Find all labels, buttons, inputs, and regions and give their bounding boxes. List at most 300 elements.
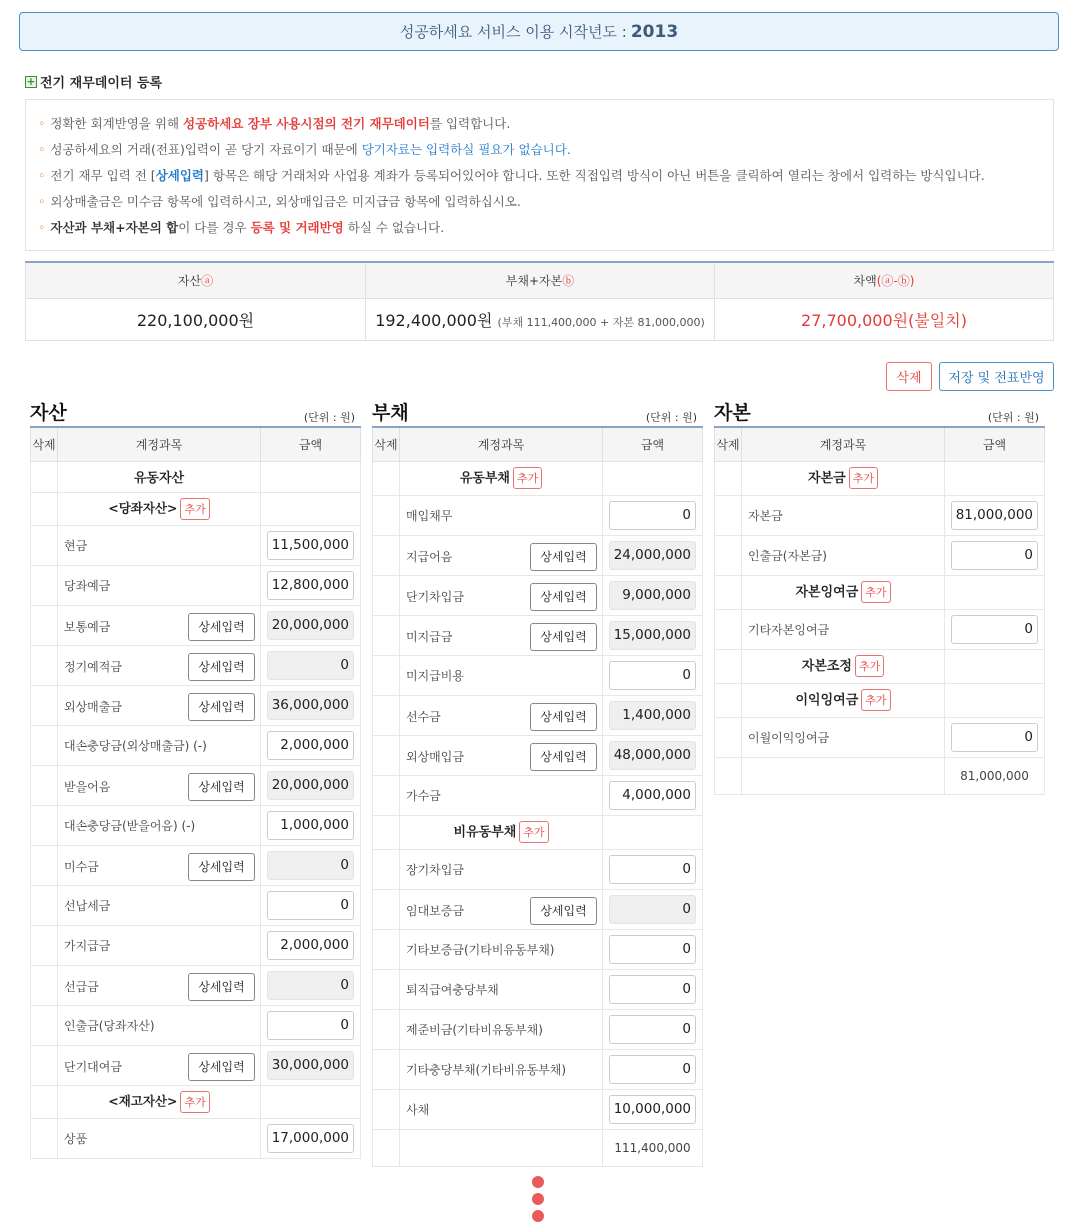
account-row xyxy=(31,645,361,685)
detail-input-button[interactable]: 상세입력 xyxy=(188,613,255,641)
amount-readonly: 24,000,000 xyxy=(609,541,696,570)
row-delete-cell xyxy=(31,805,58,845)
notice-text: ] 항목은 해당 거래처와 사업용 계좌가 등록되어있어야 합니다. 또한 직접입력 방식이 아닌 버튼을 클릭하여 열리는 창에서 입력하는 방식입니다. xyxy=(203,168,985,183)
amount-cell xyxy=(603,495,703,535)
assets-table xyxy=(30,426,361,1159)
account-row xyxy=(31,885,361,925)
account-row xyxy=(373,615,703,655)
amount-cell xyxy=(603,815,703,849)
liabilities-panel xyxy=(372,398,703,1167)
account-name: 기타보증금(기타비유동부채) xyxy=(406,942,555,957)
account-row xyxy=(31,685,361,725)
notice-box xyxy=(25,99,1054,251)
account-name: 보통예금 xyxy=(64,619,111,634)
amount-cell xyxy=(945,649,1045,683)
account-name-wrap xyxy=(64,770,260,801)
amount-readonly: 9,000,000 xyxy=(609,581,696,610)
account-name-cell xyxy=(58,725,261,765)
amount-input[interactable]: 0 xyxy=(951,723,1038,752)
delete-button[interactable]: 삭제 xyxy=(886,362,932,391)
amount-cell xyxy=(261,565,361,605)
amount-input[interactable]: 81,000,000 xyxy=(951,501,1038,530)
detail-input-button[interactable]: 상세입력 xyxy=(188,973,255,1001)
account-row xyxy=(31,461,361,492)
notice-line: ◦ 자산과 부채+자본의 합이 다를 경우 등록 및 거래반영 하실 수 없습니다. xyxy=(38,220,445,235)
notice-line: ◦ 외상매출금은 미수금 항목에 입력하시고, 외상매입금은 미지급금 항목에 입력하십시오. xyxy=(38,194,521,209)
row-delete-cell xyxy=(31,845,58,885)
account-group-label: 유동자산 xyxy=(133,471,185,486)
account-name-wrap xyxy=(406,580,602,611)
row-delete-cell xyxy=(715,495,742,535)
account-row xyxy=(373,695,703,735)
amount-readonly: 0 xyxy=(267,851,354,880)
add-button[interactable]: 추가 xyxy=(849,467,878,489)
account-row xyxy=(715,535,1045,575)
amount-readonly: 20,000,000 xyxy=(267,611,354,640)
section-title xyxy=(25,72,162,91)
amount-input[interactable]: 0 xyxy=(609,501,696,530)
account-row xyxy=(715,717,1045,757)
account-name-cell xyxy=(58,1085,261,1118)
amount-input[interactable]: 1,000,000 xyxy=(267,811,354,840)
account-row xyxy=(373,1089,703,1129)
account-group-label: 이익잉여금 xyxy=(795,692,859,708)
account-name-cell xyxy=(400,535,603,575)
account-name-cell xyxy=(742,757,945,794)
col-header-amount: 금액 xyxy=(261,427,361,461)
amount-cell xyxy=(261,1085,361,1118)
notice-text: 전기 재무 입력 전 [ xyxy=(50,168,156,183)
row-delete-cell xyxy=(373,1129,400,1166)
summary-liab-header: 부채+자본ⓑ xyxy=(366,262,715,298)
account-row xyxy=(373,849,703,889)
account-name-cell xyxy=(400,969,603,1009)
amount-input[interactable]: 11,500,000 xyxy=(267,531,354,560)
account-name: 사채 xyxy=(406,1102,430,1117)
total-amount: 111,400,000 xyxy=(603,1129,703,1166)
account-name-cell xyxy=(400,1129,603,1166)
amount-cell xyxy=(945,683,1045,717)
account-name: 기타충당부채(기타비유동부채) xyxy=(406,1062,567,1077)
account-group-label: 유동부채 xyxy=(459,470,510,486)
account-name: 외상매입금 xyxy=(406,749,464,764)
unit-label: (단위 : 원) xyxy=(303,411,355,424)
account-name-cell xyxy=(400,815,603,849)
account-name-cell xyxy=(400,889,603,929)
row-delete-cell xyxy=(31,645,58,685)
account-name-cell xyxy=(742,535,945,575)
notice-line: ◦ 전기 재무 입력 전 [상세입력] 항목은 해당 거래처와 사업용 계좌가 등록되어있어야 합니다. 또한 직접입력 방식이 아닌 버튼을 클릭하여 열리는 창에서 입력하는 방식입니다. xyxy=(38,168,985,183)
add-document-icon: + xyxy=(26,74,36,88)
account-name: 선급금 xyxy=(64,979,99,994)
account-name-cell xyxy=(58,965,261,1005)
account-name-cell xyxy=(742,717,945,757)
account-name-cell xyxy=(58,1045,261,1085)
row-delete-cell xyxy=(373,815,400,849)
account-row xyxy=(373,889,703,929)
account-name-wrap xyxy=(406,740,602,771)
row-delete-cell xyxy=(373,535,400,575)
row-delete-cell xyxy=(31,461,58,492)
amount-input[interactable]: 0 xyxy=(267,1011,354,1040)
account-row xyxy=(373,815,703,849)
account-row xyxy=(373,969,703,1009)
detail-input-button[interactable]: 상세입력 xyxy=(188,773,255,801)
account-name-cell xyxy=(400,495,603,535)
summary-asset-total: 220,100,000원 xyxy=(26,298,366,340)
add-button[interactable]: 추가 xyxy=(513,467,542,489)
amount-readonly: 36,000,000 xyxy=(267,691,354,720)
detail-input-button[interactable]: 상세입력 xyxy=(530,703,597,731)
account-name-wrap xyxy=(64,850,260,881)
account-row xyxy=(373,735,703,775)
account-name-cell xyxy=(400,575,603,615)
account-name: 가수금 xyxy=(406,788,441,803)
row-delete-cell xyxy=(373,969,400,1009)
account-group-label: 비유동부채 xyxy=(453,824,517,840)
add-button[interactable]: 추가 xyxy=(180,498,209,520)
amount-input[interactable]: 0 xyxy=(609,975,696,1004)
account-name-wrap xyxy=(64,690,260,721)
col-header-account: 계정과목 xyxy=(58,427,261,461)
account-name-cell xyxy=(58,461,261,492)
row-delete-cell xyxy=(373,575,400,615)
account-name-cell xyxy=(58,845,261,885)
detail-input-button[interactable]: 상세입력 xyxy=(530,583,597,611)
account-name: 단기차입금 xyxy=(406,589,464,604)
account-name: 선납세금 xyxy=(64,898,111,913)
account-name-cell xyxy=(742,461,945,495)
amount-input[interactable]: 0 xyxy=(609,1015,696,1044)
add-button[interactable]: 추가 xyxy=(861,689,890,711)
row-delete-cell xyxy=(31,1085,58,1118)
amount-cell xyxy=(945,495,1045,535)
amount-input[interactable]: 17,000,000 xyxy=(267,1124,354,1153)
account-group-label: 자본조정 xyxy=(801,658,852,674)
account-row xyxy=(31,725,361,765)
account-row xyxy=(373,1049,703,1089)
account-name: 매입채무 xyxy=(406,508,453,523)
amount-cell xyxy=(261,1005,361,1045)
amount-readonly: 20,000,000 xyxy=(267,771,354,800)
amount-cell xyxy=(603,929,703,969)
account-row xyxy=(373,575,703,615)
account-name: 임대보증금 xyxy=(406,903,464,918)
notice-text: 정확한 회계반영을 위해 xyxy=(50,116,184,131)
detail-input-button[interactable]: 상세입력 xyxy=(188,853,255,881)
row-delete-cell xyxy=(31,925,58,965)
row-delete-cell xyxy=(31,525,58,565)
row-delete-cell xyxy=(31,725,58,765)
row-delete-cell xyxy=(715,717,742,757)
account-row xyxy=(373,775,703,815)
account-row xyxy=(31,565,361,605)
account-group-label: 자본금 xyxy=(808,470,846,486)
account-row xyxy=(373,461,703,495)
account-name: 가지급금 xyxy=(64,938,111,953)
amount-input[interactable]: 0 xyxy=(609,935,696,964)
row-delete-cell xyxy=(373,929,400,969)
account-name-cell xyxy=(400,775,603,815)
amount-cell xyxy=(261,965,361,1005)
account-name: 대손충당금(외상매출금) (-) xyxy=(64,738,207,753)
account-name-cell xyxy=(400,695,603,735)
account-name-cell xyxy=(400,655,603,695)
row-delete-cell xyxy=(373,695,400,735)
account-name: 현금 xyxy=(64,538,88,553)
amount-cell xyxy=(261,805,361,845)
account-row xyxy=(715,609,1045,649)
col-header-account: 계정과목 xyxy=(742,427,945,461)
amount-input[interactable]: 10,000,000 xyxy=(609,1095,696,1124)
account-name-cell xyxy=(58,805,261,845)
amount-cell xyxy=(603,575,703,615)
equity-panel xyxy=(714,398,1045,795)
account-name: 정기예적금 xyxy=(64,659,122,674)
row-delete-cell xyxy=(715,535,742,575)
account-group-label: <재고자산> xyxy=(108,1093,178,1108)
amount-cell xyxy=(261,525,361,565)
detail-input-button[interactable]: 상세입력 xyxy=(530,623,597,651)
detail-input-button[interactable]: 상세입력 xyxy=(188,1053,255,1081)
row-delete-cell xyxy=(373,655,400,695)
amount-cell xyxy=(603,461,703,495)
account-name: 제준비금(기타비유동부채) xyxy=(406,1022,543,1037)
account-name-cell xyxy=(742,649,945,683)
account-row xyxy=(715,683,1045,717)
amount-input[interactable]: 0 xyxy=(609,855,696,884)
account-name: 퇴직급여충당부채 xyxy=(406,982,499,997)
account-row xyxy=(31,1085,361,1118)
notice-highlight: 자산과 부채+자본의 합 xyxy=(50,220,179,235)
account-name-cell xyxy=(400,929,603,969)
amount-readonly: 1,400,000 xyxy=(609,701,696,730)
loading-dots-icon xyxy=(532,1176,544,1227)
save-and-post-button[interactable]: 저장 및 전표반영 xyxy=(939,362,1054,391)
account-name: 지급어음 xyxy=(406,549,453,564)
summary-asset-header: 자산ⓐ xyxy=(26,262,366,298)
account-name-cell xyxy=(58,925,261,965)
account-name: 외상매출금 xyxy=(64,699,122,714)
section-title-text: 전기 재무데이터 등록 xyxy=(40,76,163,91)
col-header-amount: 금액 xyxy=(603,427,703,461)
account-name-cell xyxy=(58,565,261,605)
amount-input[interactable]: 4,000,000 xyxy=(609,781,696,810)
add-button[interactable]: 추가 xyxy=(855,655,884,677)
account-name: 상품 xyxy=(64,1131,88,1146)
account-name-wrap xyxy=(64,610,260,641)
account-row xyxy=(31,492,361,525)
detail-input-button[interactable]: 상세입력 xyxy=(188,693,255,721)
account-name: 자본금 xyxy=(748,508,783,523)
summary-table xyxy=(25,261,1054,341)
account-name-cell xyxy=(58,492,261,525)
detail-input-button[interactable]: 상세입력 xyxy=(188,653,255,681)
notice-text: 를 입력합니다. xyxy=(429,116,511,131)
amount-readonly: 0 xyxy=(267,971,354,1000)
liabilities-title: 부채 xyxy=(372,402,409,424)
account-name-cell xyxy=(400,735,603,775)
amount-cell xyxy=(945,717,1045,757)
amount-cell xyxy=(261,492,361,525)
account-row xyxy=(31,525,361,565)
account-name-wrap xyxy=(64,1050,260,1081)
amount-cell xyxy=(945,535,1045,575)
account-row xyxy=(715,757,1045,794)
amount-cell xyxy=(603,735,703,775)
col-header-amount: 금액 xyxy=(945,427,1045,461)
row-delete-cell xyxy=(373,495,400,535)
account-name: 장기차입금 xyxy=(406,862,464,877)
account-row xyxy=(373,1009,703,1049)
account-name-cell xyxy=(58,885,261,925)
banner-year: 2013 xyxy=(630,21,679,42)
assets-panel xyxy=(30,398,361,1171)
row-delete-cell xyxy=(31,685,58,725)
row-delete-cell xyxy=(715,649,742,683)
account-name: 미지급비용 xyxy=(406,668,464,683)
amount-readonly: 30,000,000 xyxy=(267,1051,354,1080)
detail-input-button[interactable]: 상세입력 xyxy=(530,743,597,771)
account-row xyxy=(373,535,703,575)
amount-cell xyxy=(261,765,361,805)
summary-diff-header: 차액(ⓐ-ⓑ) xyxy=(715,262,1054,298)
account-name-wrap xyxy=(406,540,602,571)
equity-title: 자본 xyxy=(714,402,751,424)
account-name-cell xyxy=(400,1009,603,1049)
account-name: 받을어음 xyxy=(64,779,111,794)
amount-cell xyxy=(603,1009,703,1049)
account-name-cell xyxy=(400,461,603,495)
add-button[interactable]: 추가 xyxy=(519,821,548,843)
account-row xyxy=(31,605,361,645)
account-name: 미지급금 xyxy=(406,629,453,644)
notice-text: 하실 수 없습니다. xyxy=(343,220,445,235)
account-row xyxy=(31,1005,361,1045)
account-group-label: <당좌자산> xyxy=(108,500,178,515)
account-name-cell xyxy=(742,575,945,609)
amount-cell xyxy=(261,885,361,925)
amount-readonly: 15,000,000 xyxy=(609,621,696,650)
account-name-cell xyxy=(400,1049,603,1089)
account-name: 대손충당금(받을어음) (-) xyxy=(64,818,196,833)
account-name-wrap xyxy=(406,620,602,651)
col-header-delete: 삭제 xyxy=(31,427,58,461)
notice-highlight: 상세입력 xyxy=(155,168,204,183)
notice-highlight: 성공하세요 장부 사용시점의 전기 재무데이터 xyxy=(183,116,430,131)
amount-cell xyxy=(603,655,703,695)
row-delete-cell xyxy=(31,1118,58,1158)
notice-text: 이 다를 경우 xyxy=(178,220,251,235)
account-row xyxy=(373,655,703,695)
account-row xyxy=(715,495,1045,535)
amount-cell xyxy=(261,925,361,965)
col-header-delete: 삭제 xyxy=(373,427,400,461)
row-delete-cell xyxy=(31,885,58,925)
add-button[interactable]: 추가 xyxy=(180,1091,209,1113)
amount-cell xyxy=(603,615,703,655)
account-row xyxy=(31,1118,361,1158)
amount-cell xyxy=(603,775,703,815)
amount-cell xyxy=(603,1049,703,1089)
account-group-label: 자본잉여금 xyxy=(795,584,859,600)
notice-line: ◦ 성공하세요의 거래(전표)입력이 곧 당기 자료이기 때문에 당기자료는 입력하실 필요가 없습니다. xyxy=(38,142,571,157)
account-name-cell xyxy=(400,615,603,655)
amount-input[interactable]: 0 xyxy=(609,661,696,690)
account-row xyxy=(373,929,703,969)
account-row xyxy=(31,765,361,805)
row-delete-cell xyxy=(715,461,742,495)
row-delete-cell xyxy=(373,461,400,495)
amount-cell xyxy=(603,969,703,1009)
account-name-cell xyxy=(400,1089,603,1129)
amount-input[interactable]: 0 xyxy=(951,615,1038,644)
account-name-wrap xyxy=(406,894,602,925)
amount-input[interactable]: 0 xyxy=(951,541,1038,570)
summary-diff: 27,700,000원(불일치) xyxy=(715,298,1054,340)
amount-input[interactable]: 2,000,000 xyxy=(267,731,354,760)
account-name-cell xyxy=(58,1118,261,1158)
row-delete-cell xyxy=(31,1005,58,1045)
row-delete-cell xyxy=(373,615,400,655)
account-name: 기타자본잉여금 xyxy=(748,622,830,637)
banner-label: 성공하세요 서비스 이용 시작년도 : xyxy=(399,23,627,41)
amount-cell xyxy=(945,575,1045,609)
unit-label: (단위 : 원) xyxy=(987,411,1039,424)
account-name: 단기대여금 xyxy=(64,1059,122,1074)
notice-text: 성공하세요의 거래(전표)입력이 곧 당기 자료이기 때문에 xyxy=(50,142,362,157)
account-row xyxy=(715,461,1045,495)
account-row xyxy=(373,1129,703,1166)
assets-title: 자산 xyxy=(30,402,67,424)
row-delete-cell xyxy=(373,775,400,815)
notice-highlight: 등록 및 거래반영 xyxy=(250,220,344,235)
account-row xyxy=(31,805,361,845)
account-name-cell xyxy=(742,495,945,535)
add-button[interactable]: 추가 xyxy=(861,581,890,603)
amount-input[interactable]: 0 xyxy=(609,1055,696,1084)
account-name-cell xyxy=(742,609,945,649)
amount-input[interactable]: 12,800,000 xyxy=(267,571,354,600)
detail-input-button[interactable]: 상세입력 xyxy=(530,897,597,925)
account-name-wrap xyxy=(64,650,260,681)
detail-input-button[interactable]: 상세입력 xyxy=(530,543,597,571)
amount-cell xyxy=(603,695,703,735)
account-name-cell xyxy=(58,525,261,565)
account-name: 이월이익잉여금 xyxy=(748,730,830,745)
amount-cell xyxy=(603,889,703,929)
row-delete-cell xyxy=(715,757,742,794)
account-name-wrap xyxy=(406,700,602,731)
account-name: 당좌예금 xyxy=(64,578,111,593)
service-start-banner xyxy=(19,12,1059,51)
row-delete-cell xyxy=(31,965,58,1005)
account-name-cell xyxy=(58,605,261,645)
amount-cell xyxy=(603,1089,703,1129)
account-row xyxy=(31,845,361,885)
notice-highlight: 당기자료는 입력하실 필요가 없습니다. xyxy=(361,142,571,157)
row-delete-cell xyxy=(373,1009,400,1049)
row-delete-cell xyxy=(373,735,400,775)
summary-liab-total: 192,400,000원 (부채 111,400,000 + 자본 81,000,000) xyxy=(366,298,715,340)
notice-text: 외상매출금은 미수금 항목에 입력하시고, 외상매입금은 미지급금 항목에 입력하십시오. xyxy=(50,194,521,209)
amount-input[interactable]: 2,000,000 xyxy=(267,931,354,960)
row-delete-cell xyxy=(373,1089,400,1129)
amount-cell xyxy=(261,685,361,725)
amount-cell xyxy=(261,605,361,645)
amount-input[interactable]: 0 xyxy=(267,891,354,920)
account-row xyxy=(715,649,1045,683)
